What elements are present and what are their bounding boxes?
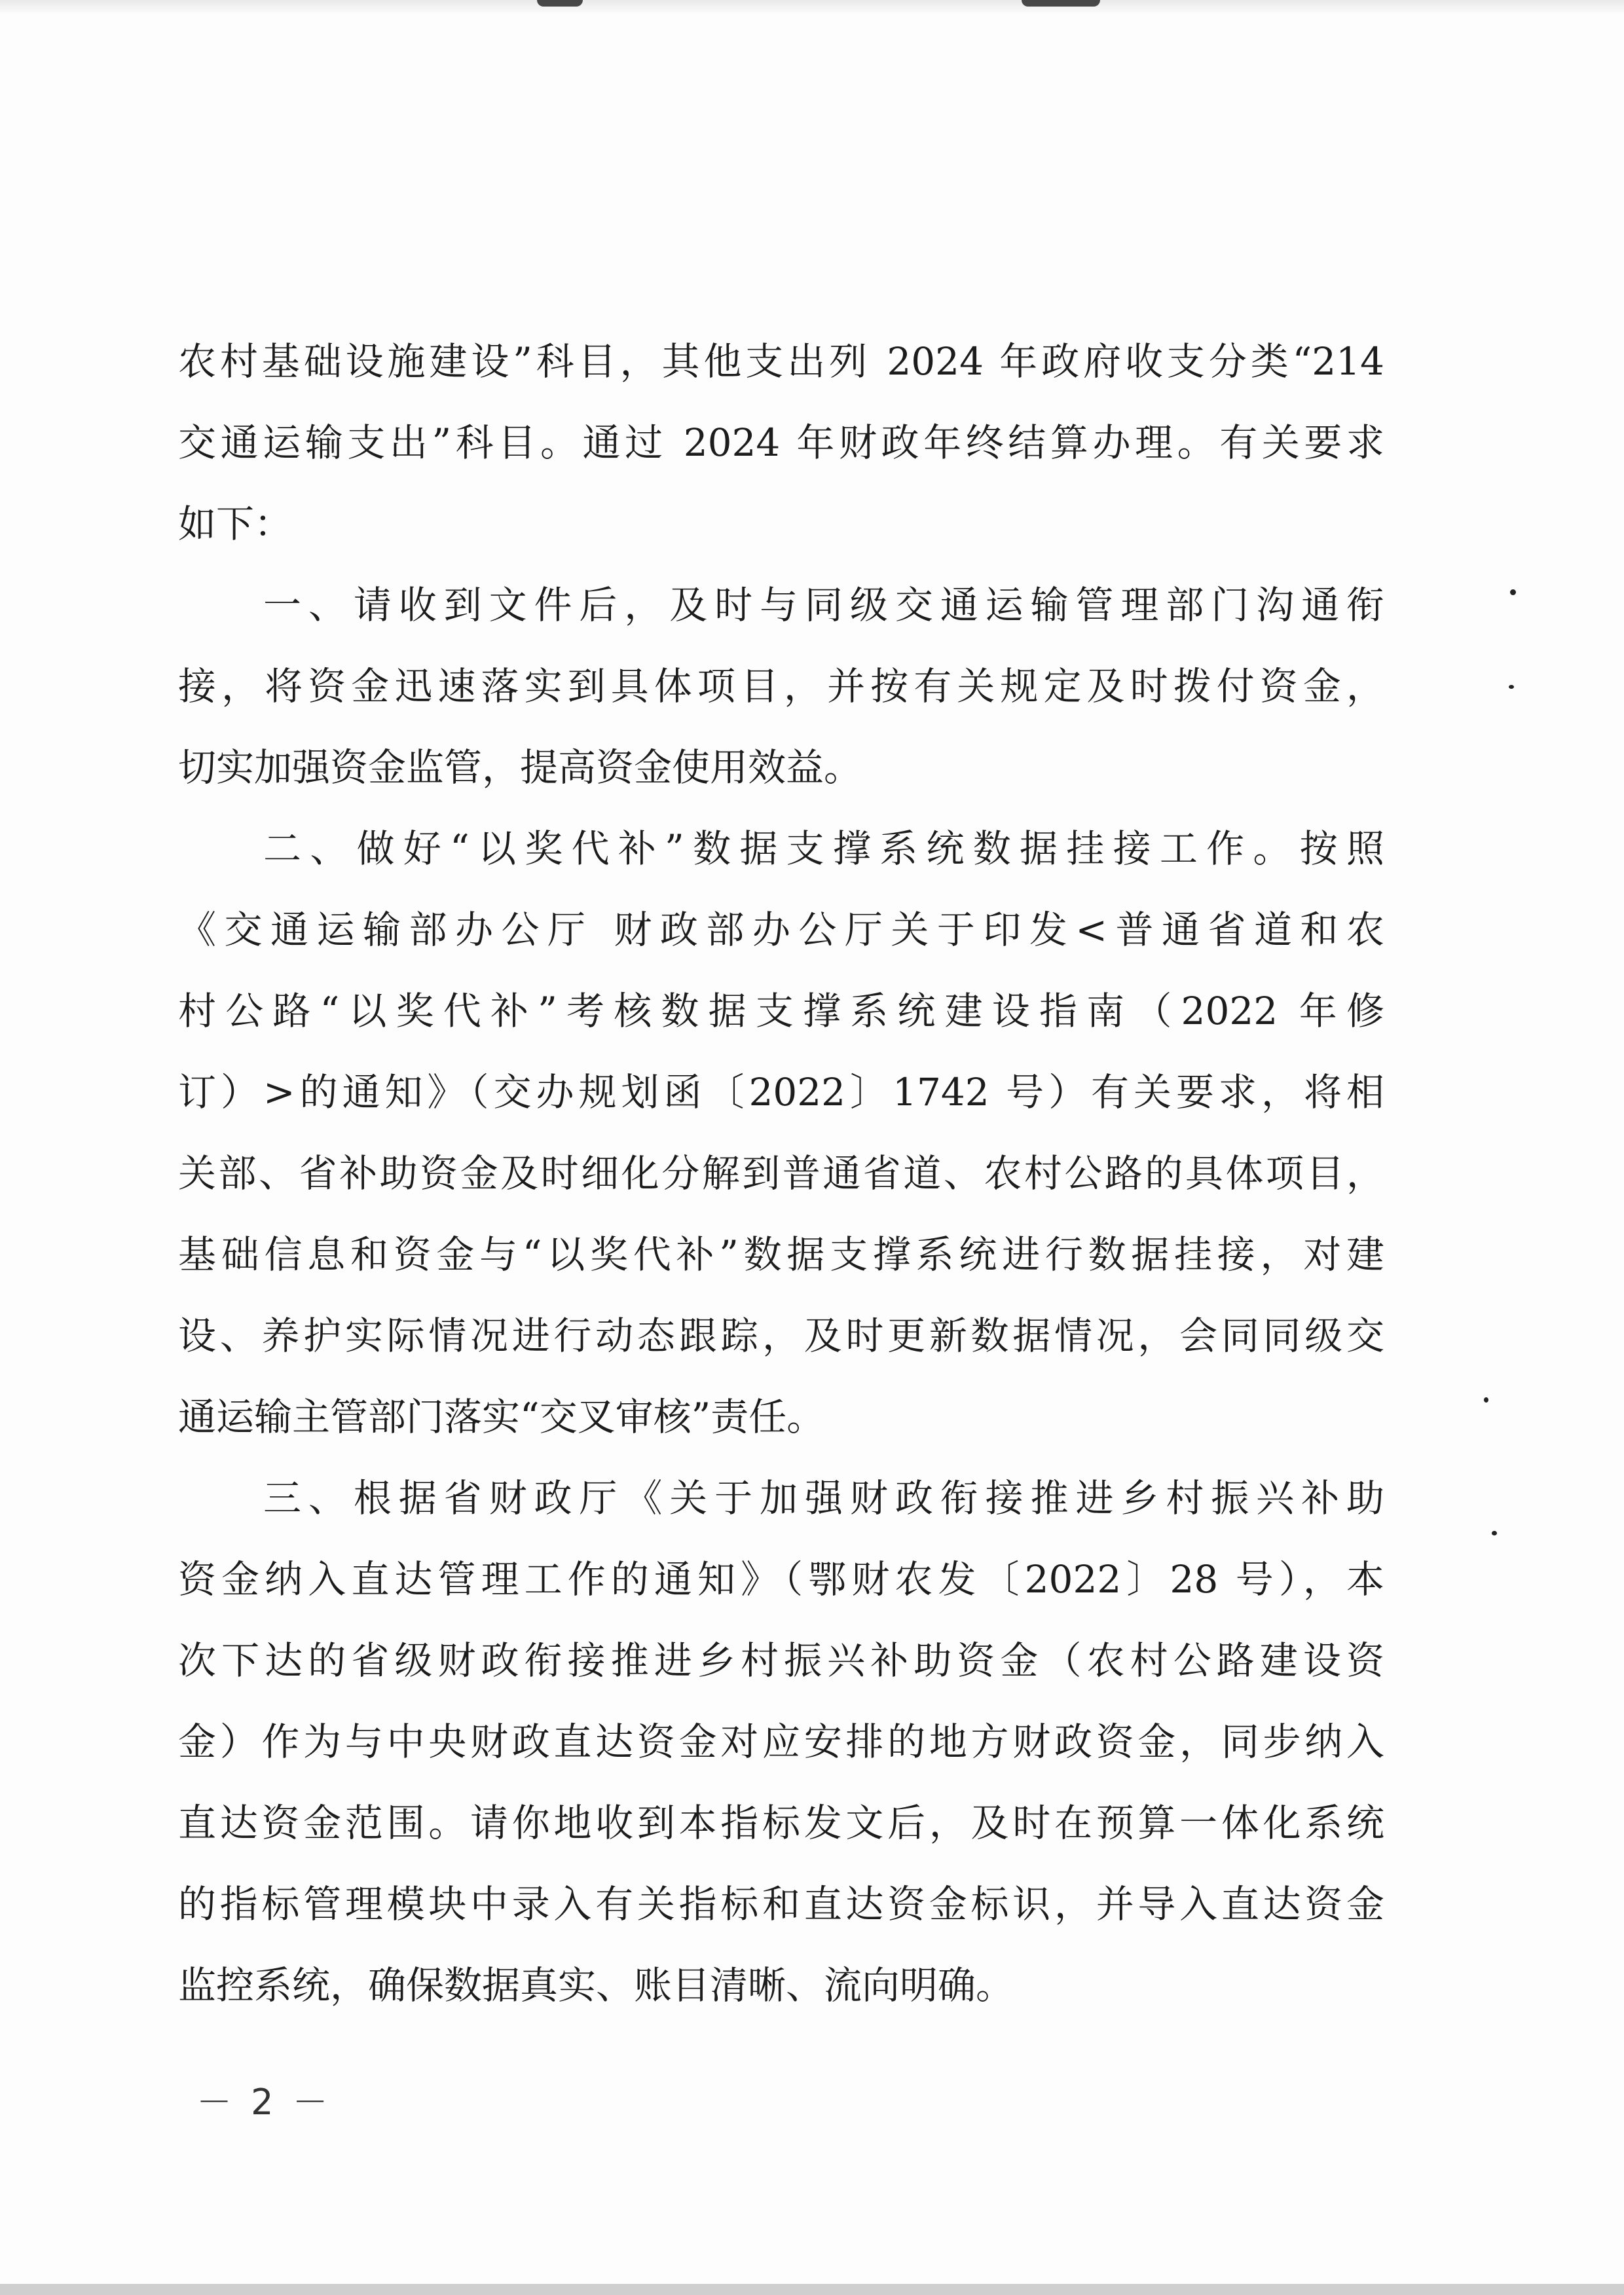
page-number: － 2 － [196,2082,332,2123]
text-line: 交通运输支出”科目。通过 2024 年财政年终结算办理。有关要求 [178,420,1384,465]
paragraph-first-line: 三、根据省财政厅《关于加强财政衔接推进乡村振兴补助 [263,1476,1384,1520]
paragraph-first-line: 一、请收到文件后，及时与同级交通运输管理部门沟通衔 [263,583,1384,627]
text-line: 的指标管理模块中录入有关指标和直达资金标识，并导入直达资金 [178,1882,1384,1926]
paragraph-first-line: 二、做好“以奖代补”数据支撑系统数据挂接工作。按照 [263,826,1384,871]
scan-speck [1492,1531,1497,1535]
text-line: 接，将资金迅速落实到具体项目，并按有关规定及时拨付资金， [178,664,1384,708]
text-line: 关部、省补助资金及时细化分解到普通省道、农村公路的具体项目， [178,1151,1384,1196]
scan-speck [1484,1397,1488,1403]
text-line: 如下： [178,502,293,546]
scan-bottom-edge [0,2284,1624,2295]
text-line: 设、养护实际情况进行动态跟踪，及时更新数据情况，会同同级交 [178,1313,1384,1358]
text-line: 资金纳入直达管理工作的通知》（鄂财农发〔2022〕28 号），本 [178,1557,1384,1602]
document-body [178,321,1384,2026]
text-line: 订）>的通知》（交办规划函〔2022〕1742 号）有关要求，将相 [178,1070,1384,1114]
scan-artifact [1022,0,1100,7]
text-line: 次下达的省级财政衔接推进乡村振兴补助资金（农村公路建设资 [178,1638,1384,1683]
scan-speck [1510,589,1516,595]
scan-speck [1509,685,1514,689]
text-line: 基础信息和资金与“以奖代补”数据支撑系统进行数据挂接，对建 [178,1232,1384,1277]
text-line: 《交通运输部办公厅 财政部办公厅关于印发<普通省道和农 [178,908,1384,952]
scan-artifact [537,0,583,7]
scan-top-shadow [0,0,1624,14]
text-line: 金）作为与中央财政直达资金对应安排的地方财政资金，同步纳入 [178,1719,1384,1764]
text-line: 通运输主管部门落实“交叉审核”责任。 [178,1395,825,1439]
text-line: 村公路“以奖代补”考核数据支撑系统建设指南（2022 年修 [178,989,1384,1033]
text-line: 直达资金范围。请你地收到本指标发文后，及时在预算一体化系统 [178,1801,1384,1845]
text-line: 农村基础设施建设”科目，其他支出列 2024 年政府收支分类“214 [178,339,1384,384]
text-line: 监控系统，确保数据真实、账目清晰、流向明确。 [178,1963,1014,2008]
text-line: 切实加强资金监管，提高资金使用效益。 [178,745,862,790]
